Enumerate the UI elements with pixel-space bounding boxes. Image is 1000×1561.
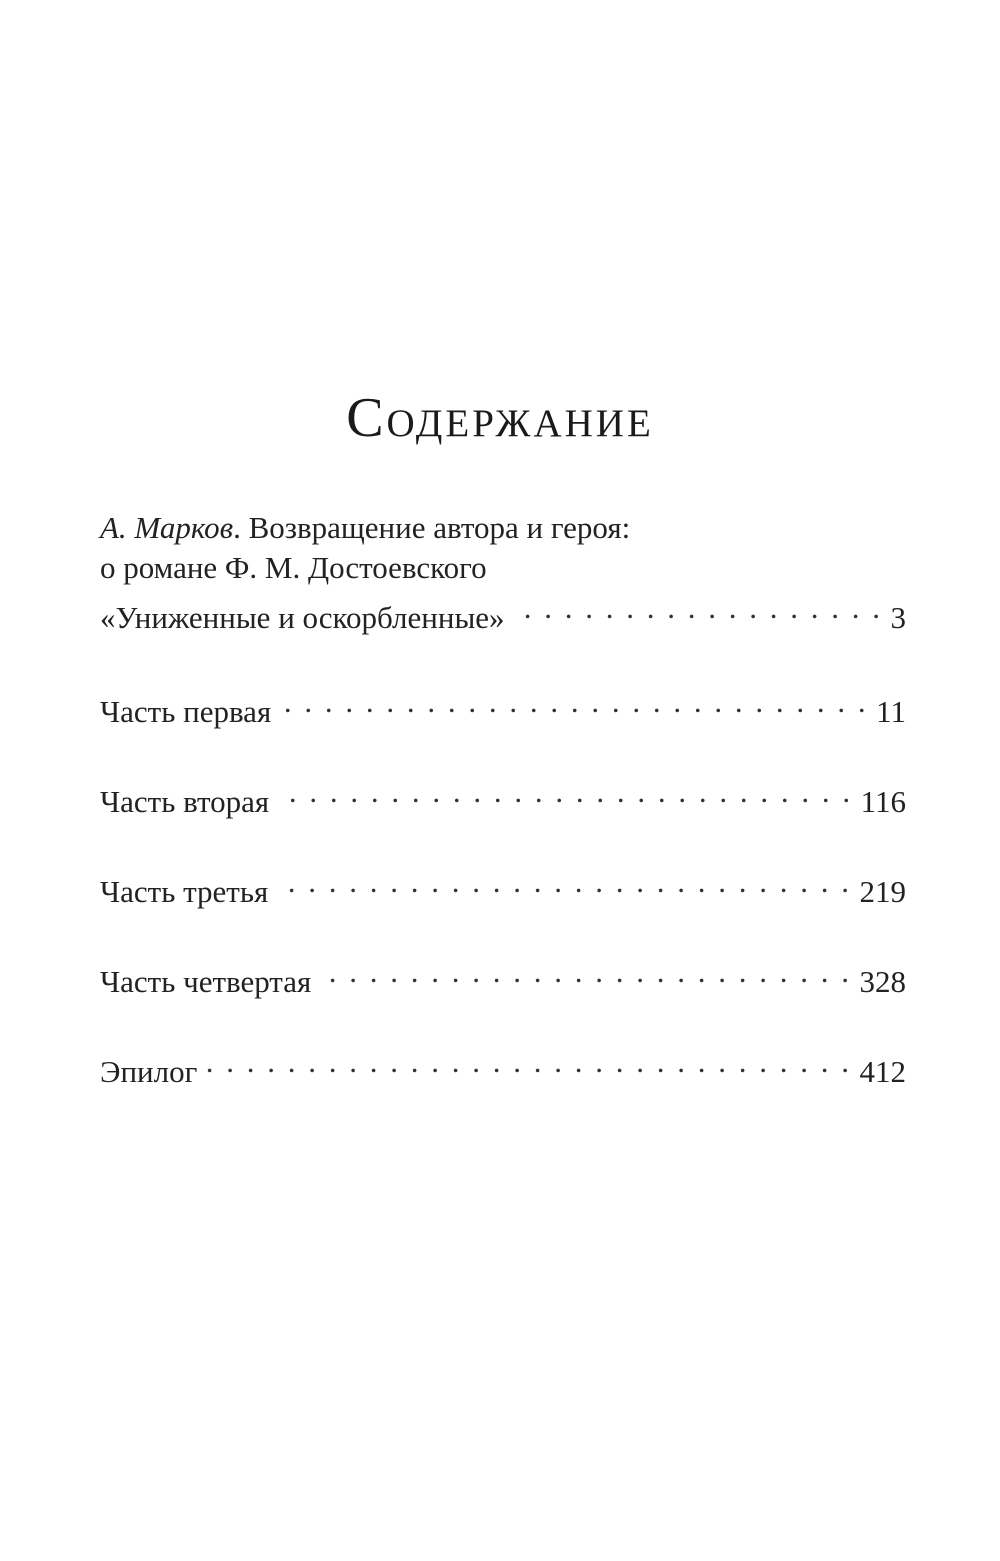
page-number: 328 xyxy=(859,964,906,999)
entry-label: Часть первая xyxy=(100,694,272,729)
entry-label: Часть четвертая xyxy=(100,964,312,999)
toc-entry-part-4[interactable] xyxy=(100,952,906,1002)
table-of-contents xyxy=(100,508,906,1092)
page-title: Содержание xyxy=(346,387,654,449)
dot-leader xyxy=(511,588,883,628)
entry-label: Часть вторая xyxy=(100,784,270,819)
toc-entry-part-1[interactable] xyxy=(100,682,906,732)
intro-author: А. Марков xyxy=(100,510,234,545)
toc-entry-part-3[interactable] xyxy=(100,862,906,912)
dot-leader xyxy=(274,862,851,902)
intro-title-part-1: . Возвращение автора и героя: xyxy=(233,510,631,545)
page-number: 3 xyxy=(890,600,906,635)
intro-title-part-3: «Униженные и оскорбленные» xyxy=(100,600,505,635)
toc-entry-intro[interactable] xyxy=(100,508,906,638)
toc-entry-epilogue[interactable] xyxy=(100,1042,906,1092)
entry-label: Часть третья xyxy=(100,874,269,909)
dot-leader xyxy=(317,952,851,992)
dot-leader xyxy=(203,1042,851,1082)
page-number: 219 xyxy=(859,874,906,909)
page-number: 116 xyxy=(860,784,906,819)
dot-leader xyxy=(277,682,868,722)
intro-line-3 xyxy=(100,588,906,638)
intro-line-1 xyxy=(100,508,906,548)
intro-line-2: о романе Ф. М. Достоевского xyxy=(100,550,487,585)
entry-label: Эпилог xyxy=(100,1054,198,1089)
page-number: 11 xyxy=(876,694,906,729)
toc-entry-part-2[interactable] xyxy=(100,772,906,822)
page-number: 412 xyxy=(859,1054,906,1089)
dot-leader xyxy=(275,772,853,812)
